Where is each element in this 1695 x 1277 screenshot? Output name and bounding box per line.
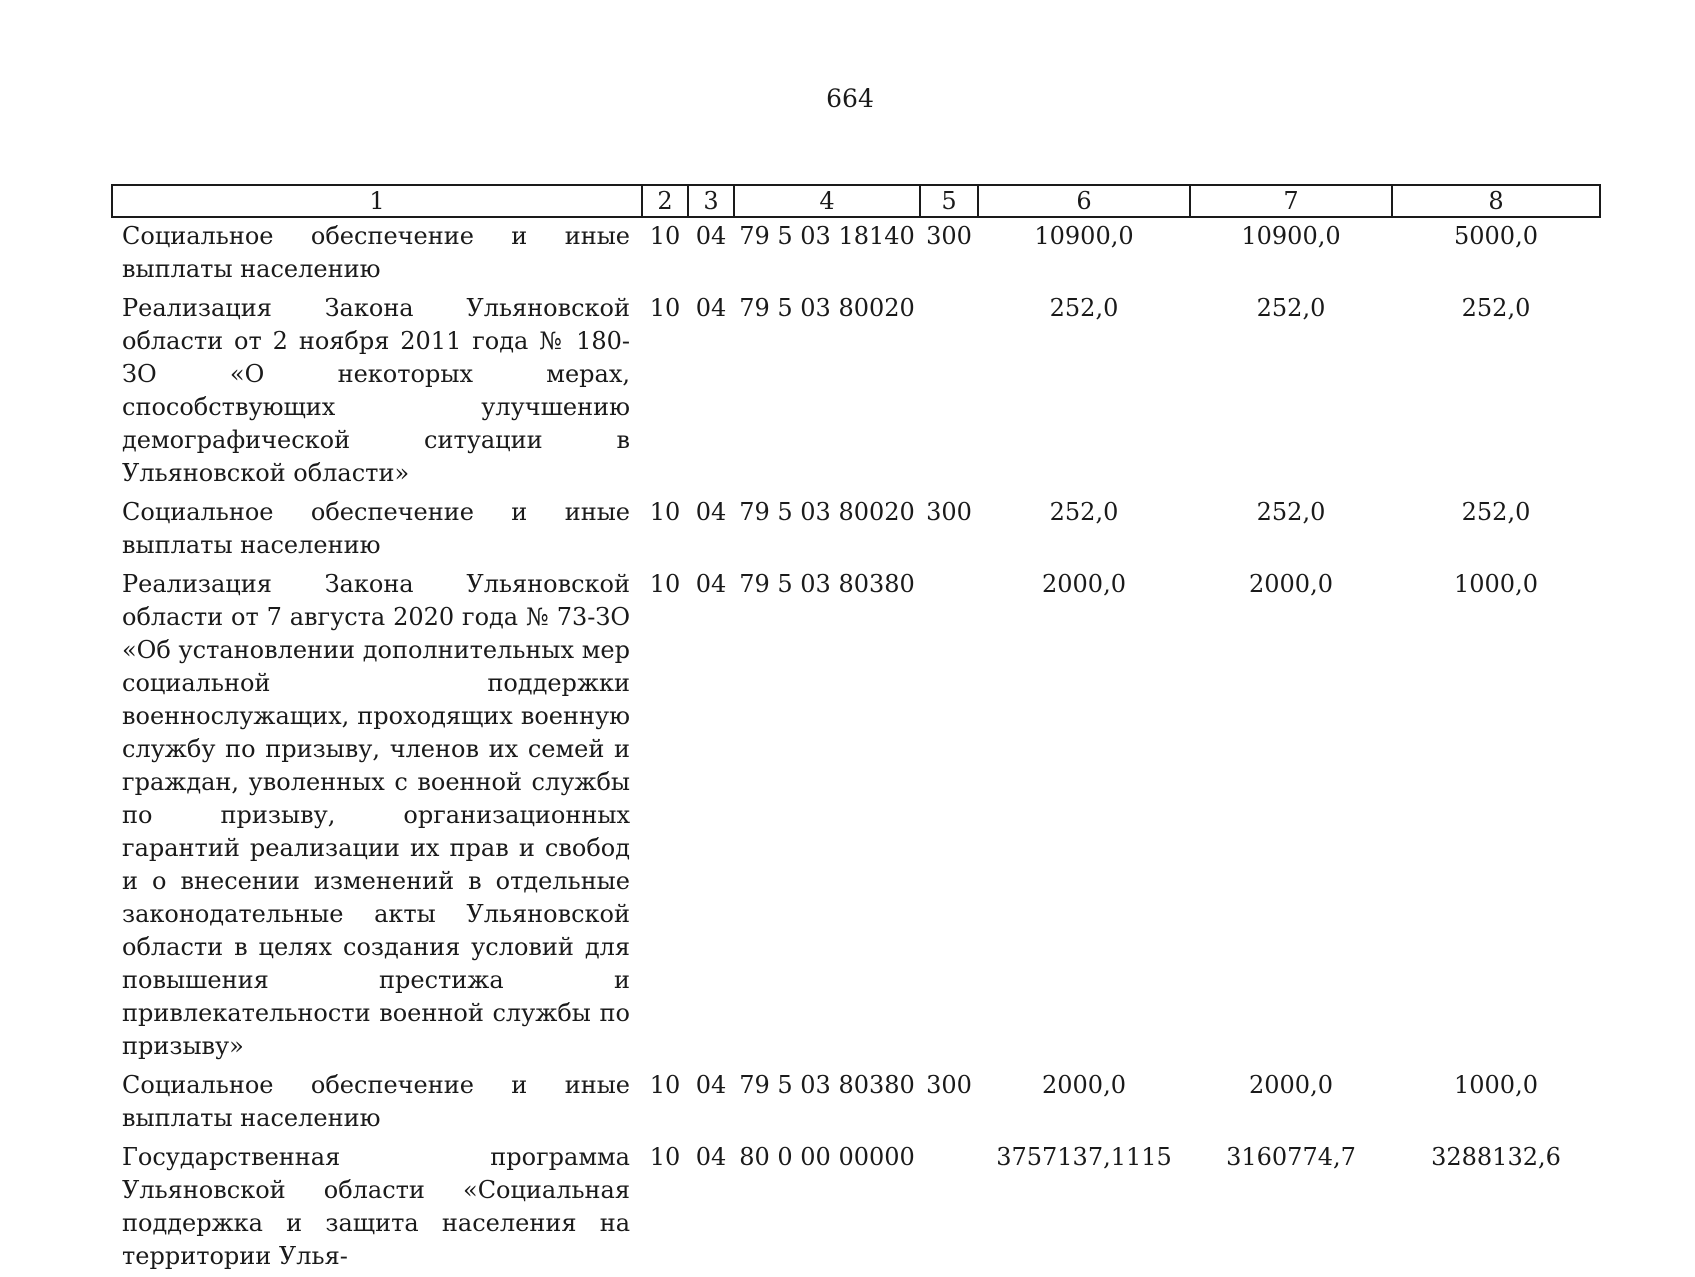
header-col-4: 4	[734, 185, 920, 217]
row-section: 10	[649, 1143, 681, 1171]
row-target-code: 79 5 03 18140	[739, 222, 915, 250]
row-value-6: 2000,0	[1042, 1071, 1126, 1099]
row-value-7: 3160774,7	[1226, 1143, 1356, 1171]
row-value-7: 10900,0	[1241, 222, 1341, 250]
header-col-1: 1	[112, 185, 642, 217]
row-subsection: 04	[695, 222, 727, 250]
header-col-3: 3	[688, 185, 734, 217]
row-target-code: 79 5 03 80380	[739, 570, 915, 598]
row-expense-type	[920, 566, 978, 1067]
table-row	[112, 290, 1600, 494]
table-row	[112, 494, 1600, 566]
row-subsection: 04	[695, 294, 727, 322]
row-value-6: 10900,0	[1034, 222, 1134, 250]
row-value-7: 2000,0	[1249, 570, 1333, 598]
header-col-5: 5	[920, 185, 978, 217]
row-value-6: 252,0	[1049, 498, 1119, 526]
row-subsection: 04	[695, 498, 727, 526]
row-section: 10	[649, 294, 681, 322]
row-expense-type	[920, 290, 978, 494]
row-value-7: 252,0	[1256, 498, 1326, 526]
row-value-6: 2000,0	[1042, 570, 1126, 598]
row-expense-type: 300	[926, 222, 972, 250]
row-section: 10	[649, 498, 681, 526]
table-row	[112, 1067, 1600, 1139]
row-target-code: 79 5 03 80020	[739, 294, 915, 322]
row-value-8: 252,0	[1461, 498, 1531, 526]
row-value-6: 252,0	[1049, 294, 1119, 322]
header-col-6: 6	[978, 185, 1190, 217]
header-col-8: 8	[1392, 185, 1600, 217]
row-value-8: 1000,0	[1454, 570, 1538, 598]
row-section: 10	[649, 570, 681, 598]
row-value-8: 5000,0	[1454, 222, 1538, 250]
table-row	[112, 1139, 1600, 1277]
row-name: Государственная программа Ульяновской области «Социальная поддержка и защита населения на территории Улья-	[122, 1143, 630, 1270]
row-value-7: 2000,0	[1249, 1071, 1333, 1099]
row-name: Реализация Закона Ульяновской области от 2 ноября 2011 года № 180-ЗО «О некоторых мерах, способствующих улучшению демографической ситуации в Ульяновской области»	[122, 294, 630, 487]
row-expense-type: 300	[926, 1071, 972, 1099]
row-value-7: 252,0	[1256, 294, 1326, 322]
row-value-8: 252,0	[1461, 294, 1531, 322]
row-value-8: 1000,0	[1454, 1071, 1538, 1099]
budget-table	[111, 184, 1601, 1277]
row-name: Социальное обеспечение и иные выплаты населению	[122, 1071, 630, 1132]
row-value-6: 3757137,1115	[996, 1143, 1172, 1171]
row-target-code: 79 5 03 80020	[739, 498, 915, 526]
row-section: 10	[649, 1071, 681, 1099]
row-expense-type	[920, 1139, 978, 1277]
row-subsection: 04	[695, 1071, 727, 1099]
row-target-code: 79 5 03 80380	[739, 1071, 915, 1099]
row-subsection: 04	[695, 570, 727, 598]
header-col-2: 2	[642, 185, 688, 217]
row-name: Реализация Закона Ульяновской области от 7 августа 2020 года № 73-ЗО «Об установлении дополнительных мер социальной поддержки военнослужащих, проходящих военную службу по призыву, членов их семей и граждан, уволенных с военной службы по призыву, организационных гарантий реализации их прав и свобод и о внесении изменений в отдельные законодательные акты Ульяновской области в целях создания условий для повышения престижа и привлекательности военной службы по призыву»	[122, 570, 630, 1060]
table-header-row	[112, 185, 1600, 217]
row-subsection: 04	[695, 1143, 727, 1171]
page-number: 664	[826, 84, 874, 113]
row-name: Социальное обеспечение и иные выплаты населению	[122, 222, 630, 283]
table-row	[112, 217, 1600, 290]
row-target-code: 80 0 00 00000	[739, 1143, 915, 1171]
row-value-8: 3288132,6	[1431, 1143, 1561, 1171]
table-row	[112, 566, 1600, 1067]
row-expense-type: 300	[926, 498, 972, 526]
row-name: Социальное обеспечение и иные выплаты населению	[122, 498, 630, 559]
row-section: 10	[649, 222, 681, 250]
header-col-7: 7	[1190, 185, 1392, 217]
